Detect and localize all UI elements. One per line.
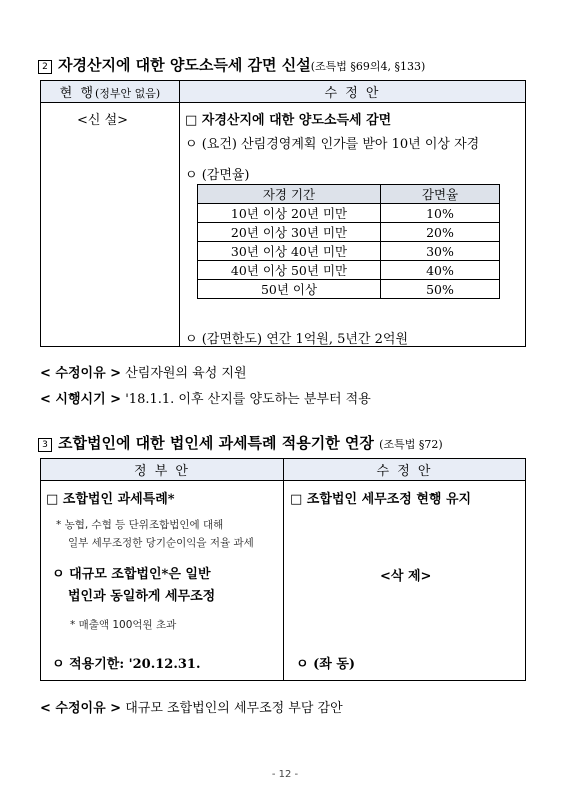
header-revised: 수 정 안: [180, 81, 526, 103]
section2-reason: < 수정이유 > 대규모 조합법인의 세무조정 부담 감안: [40, 701, 343, 716]
gov-note: * 농협, 수협 등 단위조합법인에 대해: [56, 519, 224, 531]
header-current: 현 행(정부안 없음): [41, 81, 180, 103]
rate-table-cell: 10년 이상 20년 미만: [198, 204, 381, 223]
rate-table-header: 자경 기간: [198, 185, 381, 204]
current-text: <신 설>: [77, 113, 129, 128]
revised-same: ㅇ (좌 동): [296, 657, 356, 672]
section-number-icon: 3: [38, 438, 52, 452]
section1-effective: < 시행시기 > '18.1.1. 이후 산지를 양도하는 분부터 적용: [40, 392, 371, 407]
rate-table-cell: 30%: [381, 242, 500, 261]
limit-text: ㅇ (감면한도) 연간 1억원, 5년간 2억원: [185, 332, 409, 347]
rate-table-cell: 20%: [381, 223, 500, 242]
revised-item: □ 조합법인 세무조정 현행 유지: [290, 492, 472, 507]
header-revised: 수 정 안: [284, 459, 526, 481]
gov-point: 법인과 동일하게 세무조정: [68, 589, 216, 604]
gov-note: 일부 세무조정한 당기순이익을 저율 과세: [68, 537, 254, 549]
rate-table: [197, 184, 500, 299]
rate-table-cell: 10%: [381, 204, 500, 223]
rate-table-cell: 50년 이상: [198, 280, 381, 299]
section-number-icon: 2: [38, 60, 52, 74]
revised-delete: <삭 제>: [380, 569, 432, 584]
item-title: □ 자경산지에 대한 양도소득세 감면: [185, 113, 392, 128]
gov-note: * 매출액 100억원 초과: [70, 619, 177, 631]
gov-item: □ 조합법인 과세특례*: [46, 492, 175, 507]
gov-point: ㅇ 적용기한: '20.12.31.: [52, 657, 201, 672]
header-gov: 정 부 안: [41, 459, 284, 481]
current-cell: [41, 103, 180, 347]
page-number: - 12 -: [271, 769, 299, 780]
rate-table-cell: 40%: [381, 261, 500, 280]
section1-reason: < 수정이유 > 산림자원의 육성 지원: [40, 366, 247, 381]
rate-table-header: 감면율: [381, 185, 500, 204]
gov-point: ㅇ 대규모 조합법인*은 일반: [52, 567, 211, 582]
rate-label: ㅇ (감면율): [185, 168, 250, 183]
rate-table-cell: 40년 이상 50년 미만: [198, 261, 381, 280]
rate-table-cell: 20년 이상 30년 미만: [198, 223, 381, 242]
section2-title: 3 조합법인에 대한 법인세 과세특례 적용기한 연장 (조특법 §72): [38, 432, 443, 453]
rate-table-cell: 50%: [381, 280, 500, 299]
section1-title: 2 자경산지에 대한 양도소득세 감면 신설(조특법 §69의4, §133): [38, 54, 425, 75]
condition-text: ㅇ (요건) 산림경영계획 인가를 받아 10년 이상 자경: [185, 137, 480, 152]
rate-table-cell: 30년 이상 40년 미만: [198, 242, 381, 261]
